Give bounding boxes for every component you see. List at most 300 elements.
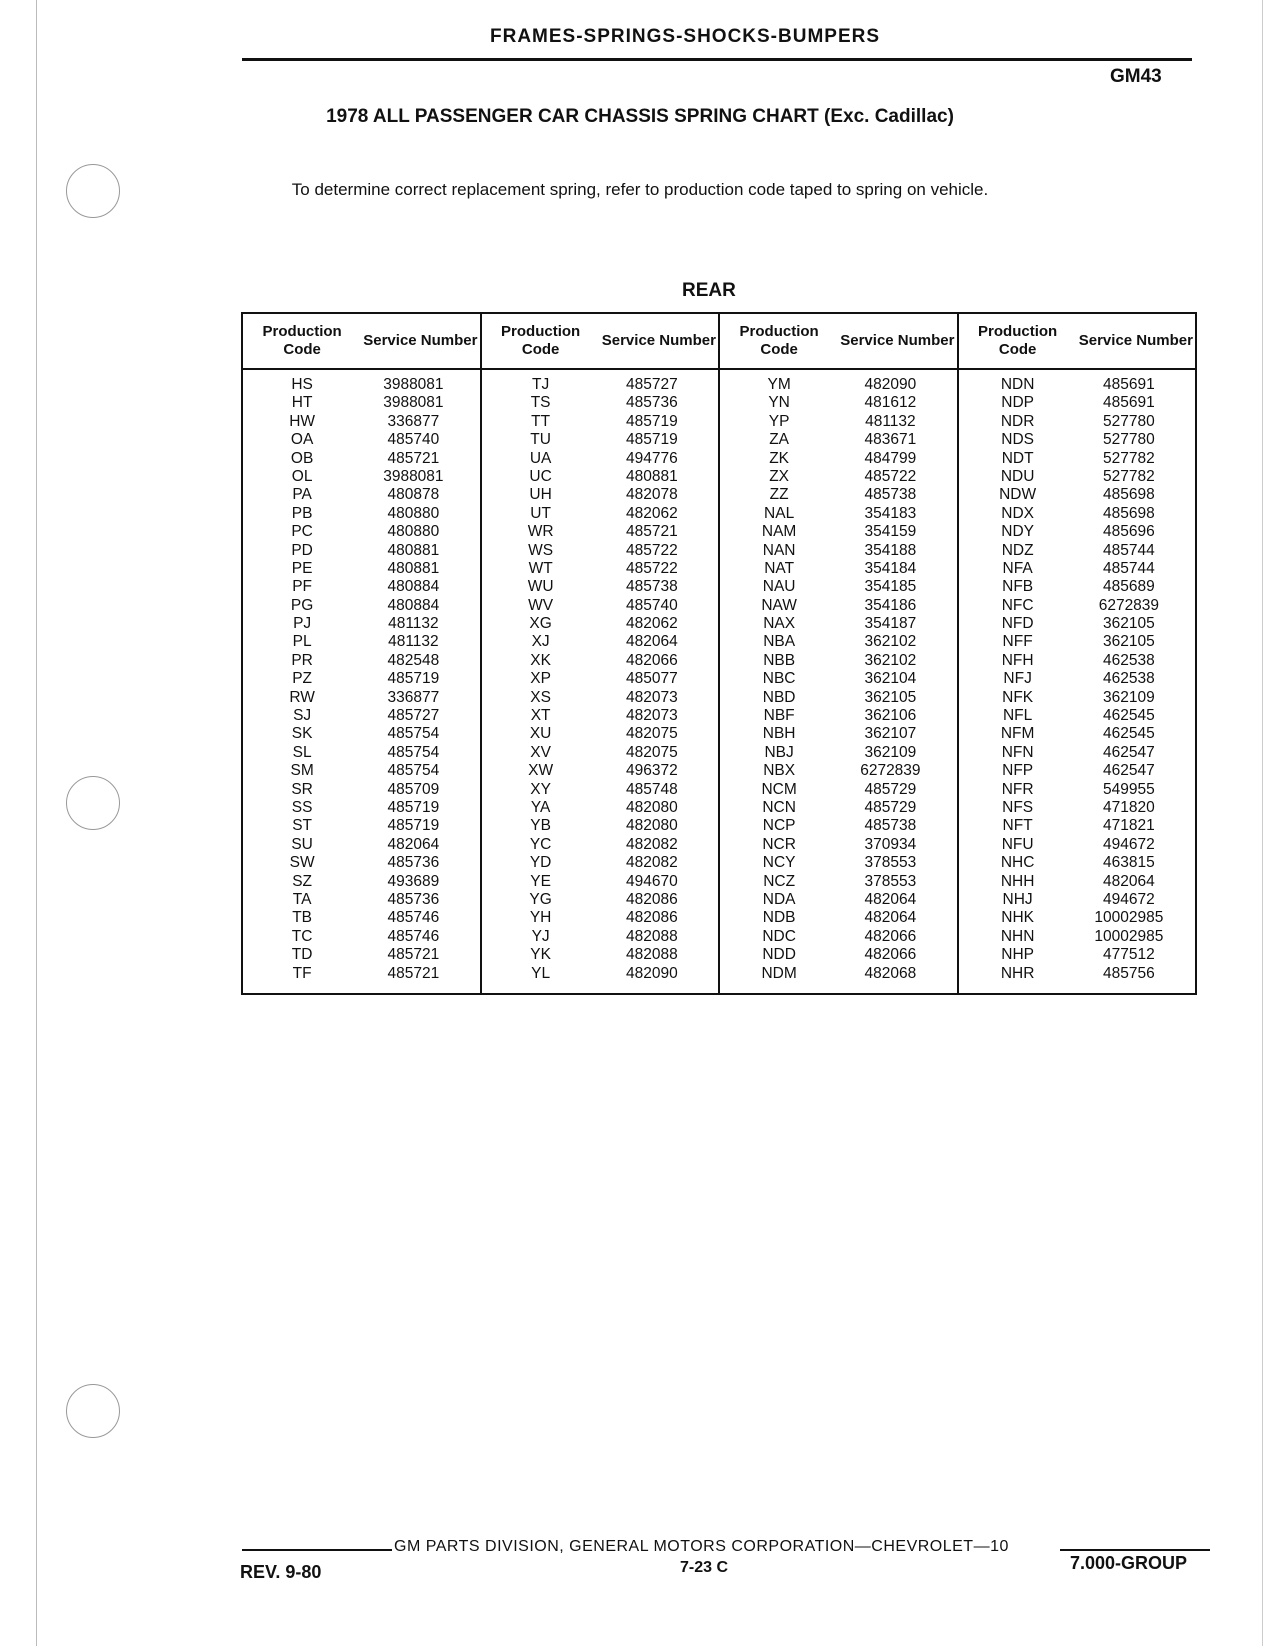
service-number: 378553 bbox=[864, 872, 917, 890]
table-row bbox=[720, 413, 957, 431]
production-code: SS bbox=[291, 798, 313, 816]
table-row bbox=[482, 909, 719, 927]
production-code: NFL bbox=[1002, 707, 1033, 725]
service-number: 362104 bbox=[864, 670, 917, 688]
table-row bbox=[959, 873, 1196, 891]
service-number: 485722 bbox=[864, 467, 917, 485]
spring-chart-table bbox=[241, 312, 1197, 995]
service-number: 494672 bbox=[1103, 835, 1155, 853]
table-row bbox=[482, 523, 719, 541]
service-number: 362107 bbox=[864, 725, 917, 743]
production-code: TC bbox=[291, 927, 313, 945]
service-number: 485738 bbox=[864, 817, 917, 835]
service-number: 482064 bbox=[387, 835, 440, 853]
production-code: SL bbox=[292, 743, 312, 761]
service-number: 485719 bbox=[387, 798, 440, 816]
service-number: 462538 bbox=[1103, 670, 1155, 688]
table-row bbox=[482, 781, 719, 799]
production-code: YL bbox=[531, 964, 551, 982]
service-number: 482090 bbox=[864, 376, 917, 393]
table-row bbox=[959, 597, 1196, 615]
production-code: SK bbox=[291, 725, 313, 743]
header-title: FRAMES-SPRINGS-SHOCKS-BUMPERS bbox=[490, 26, 881, 47]
table-row bbox=[720, 707, 957, 725]
table-row bbox=[959, 891, 1196, 909]
table-row bbox=[243, 891, 480, 909]
service-number: 482080 bbox=[626, 817, 678, 835]
table-row bbox=[482, 670, 719, 688]
table-row bbox=[482, 652, 719, 670]
service-number: 482075 bbox=[626, 743, 678, 761]
service-number: 480881 bbox=[387, 541, 440, 559]
production-code: TF bbox=[292, 964, 312, 982]
service-number: 482548 bbox=[387, 651, 440, 669]
service-number: 477512 bbox=[1103, 946, 1155, 964]
service-number: 480884 bbox=[387, 578, 440, 596]
production-code: TJ bbox=[532, 376, 550, 393]
production-code: NFR bbox=[1001, 780, 1034, 798]
production-code: WS bbox=[528, 541, 554, 559]
service-number: 378553 bbox=[864, 854, 917, 872]
service-number: 462545 bbox=[1103, 725, 1155, 743]
binder-hole bbox=[66, 1384, 120, 1438]
table-row bbox=[482, 542, 719, 560]
production-code: NHP bbox=[1001, 946, 1034, 964]
table-row bbox=[959, 928, 1196, 946]
production-code: WR bbox=[527, 523, 554, 541]
service-number: 370934 bbox=[864, 835, 917, 853]
table-row bbox=[243, 670, 480, 688]
service-number: 362105 bbox=[1103, 633, 1155, 651]
table-row bbox=[243, 633, 480, 651]
table-row bbox=[243, 799, 480, 817]
service-number: 485744 bbox=[1103, 541, 1155, 559]
production-code: NFF bbox=[1002, 633, 1033, 651]
production-code: NFS bbox=[1002, 798, 1034, 816]
production-code: NDZ bbox=[1001, 541, 1034, 559]
production-code: NAX bbox=[763, 615, 796, 633]
production-code: NBF bbox=[763, 707, 795, 725]
table-row bbox=[959, 762, 1196, 780]
header-production-code: Production Code bbox=[739, 323, 819, 358]
header-production-code: Production Code bbox=[501, 323, 581, 358]
service-number: 482073 bbox=[626, 688, 678, 706]
production-code: YM bbox=[767, 376, 791, 393]
production-code: NFN bbox=[1001, 743, 1034, 761]
table-header bbox=[482, 314, 719, 370]
table-row bbox=[243, 928, 480, 946]
production-code: HS bbox=[291, 376, 313, 393]
table-row bbox=[959, 450, 1196, 468]
table-row bbox=[243, 413, 480, 431]
table-row bbox=[243, 689, 480, 707]
service-number: 485721 bbox=[387, 946, 440, 964]
service-number: 481132 bbox=[388, 615, 439, 633]
production-code: WT bbox=[528, 559, 553, 577]
production-code: NFC bbox=[1001, 596, 1034, 614]
table-row bbox=[959, 523, 1196, 541]
service-number: 485736 bbox=[387, 854, 440, 872]
service-number: 482062 bbox=[626, 504, 678, 522]
table-row bbox=[243, 376, 480, 394]
production-code: NBD bbox=[762, 688, 796, 706]
table-row bbox=[482, 413, 719, 431]
service-number: 485722 bbox=[626, 559, 678, 577]
production-code: XK bbox=[530, 651, 551, 669]
table-row bbox=[720, 597, 957, 615]
service-number: 10002985 bbox=[1094, 909, 1164, 927]
table-row bbox=[243, 725, 480, 743]
service-number: 482088 bbox=[626, 946, 678, 964]
production-code: NFH bbox=[1001, 651, 1034, 669]
table-row bbox=[243, 762, 480, 780]
page-margin-line bbox=[36, 0, 37, 1646]
table-row bbox=[482, 854, 719, 872]
production-code: PB bbox=[291, 504, 313, 522]
service-number: 485740 bbox=[387, 431, 440, 449]
table-row bbox=[243, 909, 480, 927]
production-code: NHJ bbox=[1002, 890, 1033, 908]
service-number: 481132 bbox=[388, 633, 439, 651]
table-row bbox=[243, 615, 480, 633]
service-number: 462545 bbox=[1103, 707, 1155, 725]
service-number: 482086 bbox=[626, 909, 678, 927]
header-production-code: Production Code bbox=[978, 323, 1058, 358]
production-code: NCY bbox=[762, 854, 796, 872]
table-row bbox=[243, 817, 480, 835]
production-code: YK bbox=[530, 946, 551, 964]
table-row bbox=[482, 376, 719, 394]
service-number: 482066 bbox=[864, 927, 917, 945]
production-code: NDN bbox=[1000, 376, 1035, 393]
service-number: 471821 bbox=[1103, 817, 1155, 835]
header-service-number: Service Number bbox=[601, 332, 716, 349]
table-row bbox=[482, 744, 719, 762]
binder-hole bbox=[66, 776, 120, 830]
production-code: NCM bbox=[761, 780, 797, 798]
table-row bbox=[959, 633, 1196, 651]
production-code: TA bbox=[292, 890, 312, 908]
table-row bbox=[243, 652, 480, 670]
production-code: YA bbox=[530, 798, 551, 816]
table-row bbox=[720, 394, 957, 412]
service-number: 527780 bbox=[1103, 412, 1155, 430]
service-number: 482066 bbox=[864, 946, 917, 964]
section-title: REAR bbox=[682, 280, 736, 301]
service-number: 10002985 bbox=[1094, 927, 1164, 945]
table-row bbox=[720, 615, 957, 633]
service-number: 485748 bbox=[626, 780, 678, 798]
table-row bbox=[243, 486, 480, 504]
production-code: PG bbox=[290, 596, 314, 614]
production-code: PE bbox=[291, 559, 313, 577]
service-number: 484799 bbox=[864, 449, 917, 467]
production-code: YD bbox=[529, 854, 552, 872]
service-number: 336877 bbox=[387, 688, 440, 706]
service-number: 462547 bbox=[1103, 762, 1155, 780]
production-code: XW bbox=[528, 762, 554, 780]
production-code: UH bbox=[529, 486, 552, 504]
service-number: 494670 bbox=[626, 872, 678, 890]
production-code: XU bbox=[529, 725, 552, 743]
service-number: 354187 bbox=[864, 615, 917, 633]
production-code: TU bbox=[530, 431, 551, 449]
table-row bbox=[243, 965, 480, 983]
production-code: PR bbox=[291, 651, 313, 669]
table-row bbox=[720, 928, 957, 946]
production-code: NBJ bbox=[764, 743, 794, 761]
table-row bbox=[959, 560, 1196, 578]
production-code: NDA bbox=[762, 890, 796, 908]
service-number: 362106 bbox=[864, 707, 917, 725]
production-code: YN bbox=[768, 394, 790, 412]
table-row bbox=[720, 652, 957, 670]
column-group bbox=[480, 314, 719, 993]
production-code: NDU bbox=[1000, 467, 1035, 485]
table-row bbox=[720, 689, 957, 707]
table-row bbox=[720, 725, 957, 743]
group-label: 7.000-GROUP bbox=[1070, 1553, 1188, 1573]
table-row bbox=[243, 505, 480, 523]
service-number: 485698 bbox=[1103, 504, 1155, 522]
service-number: 336877 bbox=[387, 412, 440, 430]
table-row bbox=[482, 817, 719, 835]
table-row bbox=[959, 542, 1196, 560]
production-code: NFD bbox=[1001, 615, 1034, 633]
table-row bbox=[959, 707, 1196, 725]
table-row bbox=[243, 560, 480, 578]
table-row bbox=[959, 486, 1196, 504]
table-row bbox=[482, 505, 719, 523]
service-number: 496372 bbox=[626, 762, 678, 780]
production-code: NBA bbox=[763, 633, 796, 651]
production-code: NDB bbox=[762, 909, 796, 927]
production-code: YB bbox=[530, 817, 551, 835]
table-row bbox=[243, 836, 480, 854]
production-code: NBH bbox=[762, 725, 796, 743]
service-number: 485746 bbox=[387, 927, 440, 945]
table-row bbox=[720, 891, 957, 909]
production-code: UC bbox=[529, 467, 552, 485]
service-number: 354185 bbox=[864, 578, 917, 596]
production-code: NCR bbox=[762, 835, 796, 853]
table-row bbox=[482, 965, 719, 983]
service-number: 485754 bbox=[387, 762, 440, 780]
service-number: 3988081 bbox=[383, 376, 444, 393]
instruction-text: To determine correct replacement spring, refer to production code taped to spring on vehicle. bbox=[291, 180, 989, 199]
table-row bbox=[482, 725, 719, 743]
production-code: WV bbox=[528, 596, 554, 614]
service-number: 482066 bbox=[626, 651, 678, 669]
table-row bbox=[720, 670, 957, 688]
header-service-number: Service Number bbox=[840, 332, 955, 349]
table-row bbox=[959, 836, 1196, 854]
page-id: GM43 bbox=[1110, 66, 1162, 87]
production-code: RW bbox=[289, 688, 315, 706]
table-row bbox=[482, 689, 719, 707]
table-row bbox=[482, 799, 719, 817]
service-number: 485738 bbox=[864, 486, 917, 504]
production-code: NHC bbox=[1000, 854, 1035, 872]
table-row bbox=[959, 670, 1196, 688]
service-number: 362102 bbox=[864, 651, 917, 669]
table-row bbox=[720, 909, 957, 927]
production-code: NDR bbox=[1000, 412, 1035, 430]
table-row bbox=[243, 578, 480, 596]
production-code: ZA bbox=[769, 431, 790, 449]
production-code: NHN bbox=[1000, 927, 1035, 945]
service-number: 485721 bbox=[387, 964, 440, 982]
table-row bbox=[959, 578, 1196, 596]
table-row bbox=[959, 413, 1196, 431]
production-code: OA bbox=[290, 431, 314, 449]
table-header bbox=[720, 314, 957, 370]
production-code: XG bbox=[529, 615, 552, 633]
production-code: NHK bbox=[1001, 909, 1034, 927]
production-code: XV bbox=[530, 743, 551, 761]
header-service-number: Service Number bbox=[363, 332, 478, 349]
production-code: NDD bbox=[762, 946, 796, 964]
production-code: OB bbox=[290, 449, 314, 467]
table-row bbox=[243, 450, 480, 468]
table-row bbox=[720, 376, 957, 394]
service-number: 485727 bbox=[387, 707, 440, 725]
service-number: 482062 bbox=[626, 615, 678, 633]
service-number: 354188 bbox=[864, 541, 917, 559]
service-number: 485754 bbox=[387, 743, 440, 761]
chart-title: 1978 ALL PASSENGER CAR CHASSIS SPRING CHART (Exc. Cadillac) bbox=[326, 106, 954, 127]
service-number: 482088 bbox=[626, 927, 678, 945]
table-row bbox=[959, 468, 1196, 486]
table-header bbox=[959, 314, 1196, 370]
production-code: XT bbox=[530, 707, 551, 725]
table-row bbox=[720, 468, 957, 486]
production-code: HT bbox=[291, 394, 313, 412]
production-code: NDT bbox=[1001, 449, 1034, 467]
table-row bbox=[243, 854, 480, 872]
production-code: NAU bbox=[762, 578, 796, 596]
service-number: 482064 bbox=[626, 633, 678, 651]
service-number: 480884 bbox=[387, 596, 440, 614]
production-code: ZZ bbox=[769, 486, 789, 504]
service-number: 3988081 bbox=[383, 467, 444, 485]
table-row bbox=[959, 909, 1196, 927]
production-code: SU bbox=[291, 835, 313, 853]
service-number: 485691 bbox=[1103, 394, 1155, 412]
table-row bbox=[959, 781, 1196, 799]
production-code: UA bbox=[529, 449, 552, 467]
production-code: NDP bbox=[1001, 394, 1034, 412]
production-code: TT bbox=[531, 412, 551, 430]
production-code: YP bbox=[768, 412, 790, 430]
production-code: ZK bbox=[769, 449, 790, 467]
production-code: NDM bbox=[761, 964, 797, 982]
table-row bbox=[720, 836, 957, 854]
table-row bbox=[482, 615, 719, 633]
service-number: 485727 bbox=[626, 376, 678, 393]
production-code: NBB bbox=[763, 651, 796, 669]
page-number: 7-23 C bbox=[680, 1559, 729, 1576]
service-number: 462547 bbox=[1103, 743, 1155, 761]
production-code: WU bbox=[527, 578, 554, 596]
service-number: 485740 bbox=[626, 596, 678, 614]
service-number: 485719 bbox=[387, 670, 440, 688]
service-number: 482082 bbox=[626, 835, 678, 853]
production-code: ST bbox=[292, 817, 313, 835]
service-number: 354159 bbox=[864, 523, 917, 541]
service-number: 482064 bbox=[1103, 872, 1155, 890]
service-number: 471820 bbox=[1103, 798, 1155, 816]
table-row bbox=[482, 560, 719, 578]
table-row bbox=[720, 762, 957, 780]
footer-publisher: GM PARTS DIVISION, GENERAL MOTORS CORPORATION—CHEVROLET—10 bbox=[394, 1538, 1009, 1555]
production-code: XP bbox=[530, 670, 551, 688]
production-code: YJ bbox=[531, 927, 550, 945]
production-code: HW bbox=[289, 412, 316, 430]
production-code: YE bbox=[530, 872, 551, 890]
service-number: 480881 bbox=[626, 467, 678, 485]
table-row bbox=[720, 542, 957, 560]
table-row bbox=[243, 781, 480, 799]
table-row bbox=[959, 689, 1196, 707]
table-row bbox=[959, 817, 1196, 835]
column-group bbox=[957, 314, 1196, 993]
table-row bbox=[482, 836, 719, 854]
production-code: NAM bbox=[761, 523, 797, 541]
service-number: 494776 bbox=[626, 449, 678, 467]
table-row bbox=[720, 854, 957, 872]
table-row bbox=[243, 431, 480, 449]
production-code: NFU bbox=[1001, 835, 1034, 853]
table-row bbox=[720, 578, 957, 596]
service-number: 354186 bbox=[864, 596, 917, 614]
production-code: NAW bbox=[761, 596, 797, 614]
service-number: 485698 bbox=[1103, 486, 1155, 504]
service-number: 482078 bbox=[626, 486, 678, 504]
production-code: XY bbox=[530, 780, 551, 798]
production-code: SW bbox=[289, 854, 315, 872]
table-row bbox=[243, 468, 480, 486]
table-row bbox=[482, 394, 719, 412]
service-number: 480880 bbox=[387, 504, 440, 522]
table-row bbox=[720, 560, 957, 578]
header-service-number: Service Number bbox=[1078, 332, 1193, 349]
header-production-code: Production Code bbox=[262, 323, 342, 358]
service-number: 485754 bbox=[387, 725, 440, 743]
production-code: YH bbox=[529, 909, 552, 927]
production-code: NDC bbox=[762, 927, 796, 945]
production-code: NCN bbox=[762, 798, 796, 816]
column-group bbox=[243, 314, 480, 993]
table-row bbox=[243, 597, 480, 615]
service-number: 462538 bbox=[1103, 651, 1155, 669]
header-rule bbox=[242, 58, 1192, 61]
production-code: YG bbox=[529, 890, 552, 908]
production-code: PZ bbox=[292, 670, 313, 688]
production-code: NFA bbox=[1002, 559, 1033, 577]
service-number: 6272839 bbox=[860, 762, 921, 780]
service-number: 485729 bbox=[864, 798, 917, 816]
service-number: 485709 bbox=[387, 780, 440, 798]
production-code: SR bbox=[291, 780, 313, 798]
table-row bbox=[482, 873, 719, 891]
table-row bbox=[243, 744, 480, 762]
table-row bbox=[959, 505, 1196, 523]
service-number: 485719 bbox=[387, 817, 440, 835]
service-number: 362105 bbox=[864, 688, 917, 706]
table-row bbox=[720, 523, 957, 541]
table-row bbox=[959, 744, 1196, 762]
